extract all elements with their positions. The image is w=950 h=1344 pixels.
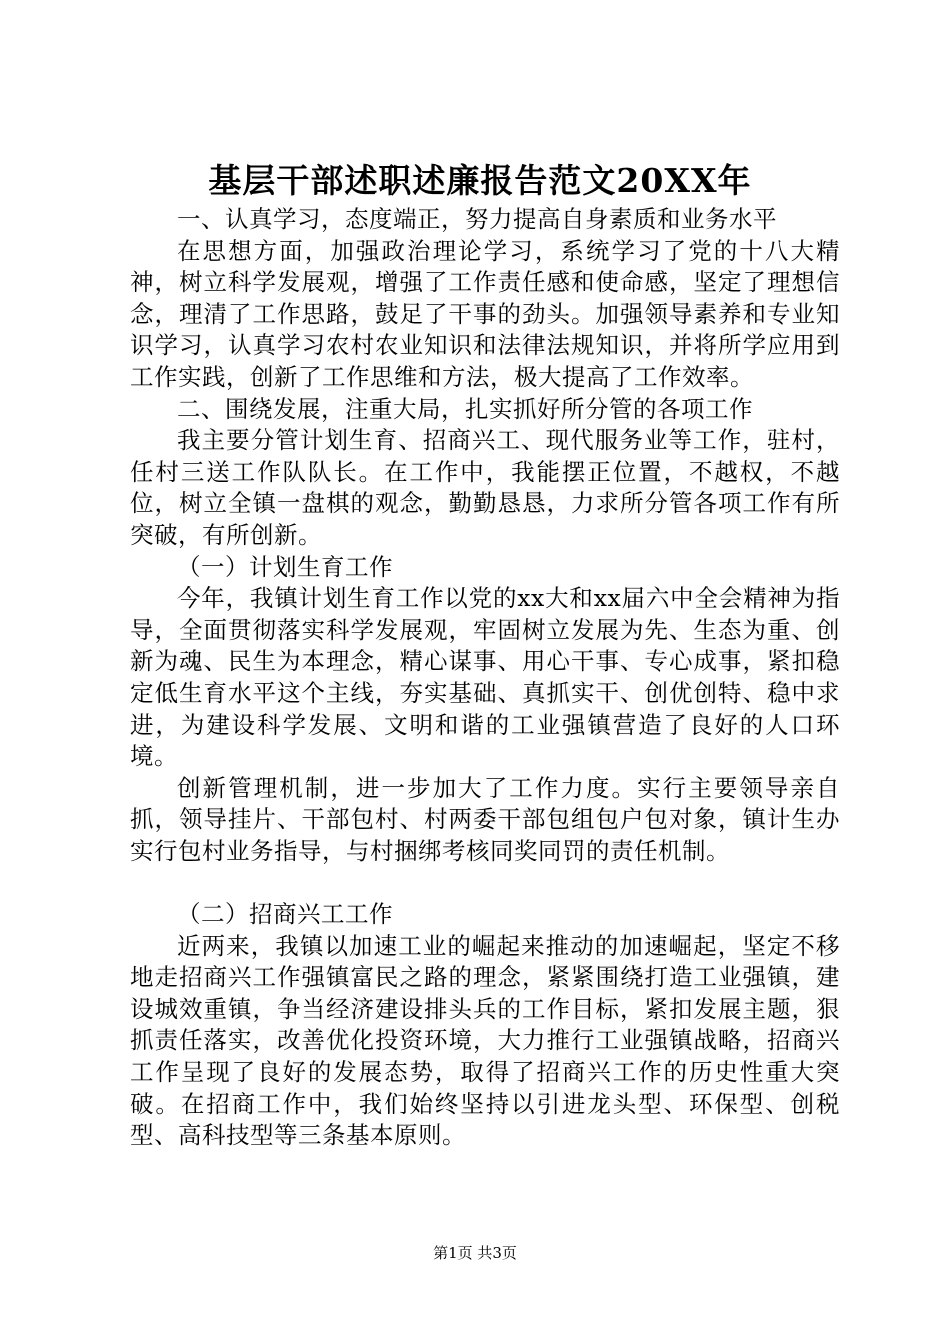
subsection-heading-1: （一）计划生育工作 <box>177 552 393 581</box>
paragraph-5: 近两来，我镇以加速工业的崛起来推动的加速崛起，坚定不移地走招商兴工作强镇富民之路的理念，紧紧围绕打造工业强镇，建设城效重镇，争当经济建设排头兵的工作目标，紧扣发展主题，狠抓责任落实，改善优化投资环境，大力推行工业强镇战略，招商兴工作呈现了良好的发展态势，取得了招商兴工作的历史性重大突破。在招商工作中，我们始终坚持以引进龙头型、环保型、创税型、高科技型等三条基本原则。 <box>130 931 840 1150</box>
paragraph-3: 今年，我镇计划生育工作以党的xx大和xx届六中全会精神为指导，全面贯彻落实科学发展观，牢固树立发展为先、生态为重、创新为魂、民生为本理念，精心谋事、用心干事、专心成事，紧扣稳定低生育水平这个主线，夯实基础、真抓实干、创优创特、稳中求进，为建设科学发展、文明和谐的工业强镇营造了良好的人口环境。 <box>130 584 840 771</box>
paragraph-2: 我主要分管计划生育、招商兴工、现代服务业等工作，驻村，任村三送工作队队长。在工作中，我能摆正位置，不越权，不越位，树立全镇一盘棋的观念，勤勤恳恳，力求所分管各项工作有所突破，有所创新。 <box>130 426 840 549</box>
blank-line <box>130 867 840 899</box>
paragraph-1: 在思想方面，加强政治理论学习，系统学习了党的十八大精神，树立科学发展观，增强了工作责任感和使命感，坚定了理想信念，理清了工作思路，鼓足了干事的劲头。加强领导素养和专业知识学习，认真学习农村农业知识和法律法规知识，并将所学应用到工作实践，创新了工作思维和方法，极大提高了工作效率。 <box>130 236 840 391</box>
document-page <box>130 158 840 1152</box>
section-heading-1: 一、认真学习，态度端正，努力提高自身素质和业务水平 <box>177 205 777 233</box>
paragraph-4: 创新管理机制，进一步加大了工作力度。实行主要领导亲自抓，领导挂片、干部包村、村两委干部包组包户包对象，镇计生办实行包村业务指导，与村捆绑考核同奖同罚的责任机制。 <box>130 773 840 865</box>
subsection-heading-2: （二）招商兴工工作 <box>177 900 393 929</box>
page-footer: 第1页 共3页 <box>433 1244 517 1262</box>
document-title: 基层干部述职述廉报告范文20XX年 <box>208 161 752 200</box>
section-heading-2: 二、围绕发展，注重大局，扎实抓好所分管的各项工作 <box>177 394 753 423</box>
